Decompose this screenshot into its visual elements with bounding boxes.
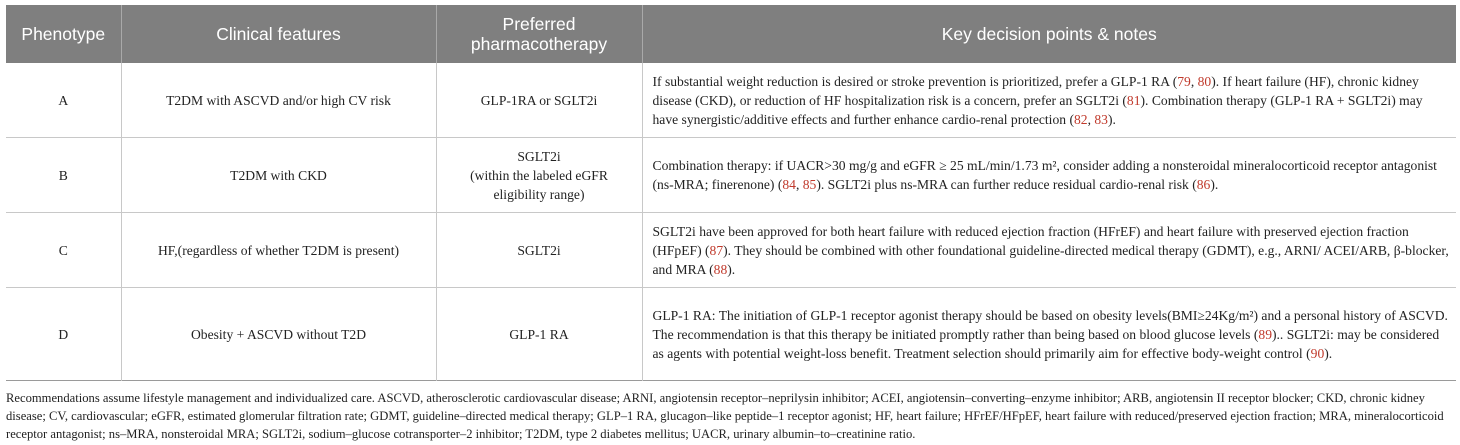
notes-text: ). — [1210, 177, 1219, 192]
reference-link[interactable]: 82 — [1073, 111, 1088, 127]
notes-text: , — [1087, 111, 1095, 127]
cell-notes — [642, 63, 1456, 138]
notes-text: ). — [1107, 111, 1116, 127]
cell-clinical-features: Obesity + ASCVD without T2D — [121, 288, 436, 381]
header-key-decision-points: Key decision points & notes — [642, 5, 1456, 63]
cell-phenotype: C — [6, 213, 121, 288]
cell-phenotype: B — [6, 138, 121, 213]
reference-link[interactable]: 81 — [1126, 92, 1141, 108]
reference-link[interactable]: 84 — [782, 177, 796, 192]
cell-clinical-features: HF,(regardless of whether T2DM is present) — [121, 213, 436, 288]
reference-link[interactable]: 80 — [1197, 73, 1212, 89]
notes-text: ). If heart failure (HF), chronic kidney disease (CKD), or reduction of HF hospitalization risk is a concern, prefer an SGLT2i ( — [652, 73, 1419, 108]
notes-text: ). Combination therapy (GLP-1 RA + SGLT2i) may have synergistic/additive effects and further enhance cardio-renal protection ( — [652, 92, 1423, 127]
notes-text: , — [795, 177, 803, 192]
reference-link[interactable]: 86 — [1196, 177, 1211, 192]
cell-notes — [642, 288, 1456, 381]
notes-text: GLP-1 RA: The initiation of GLP-1 receptor agonist therapy should be based on obesity levels(BMI≥24Kg/m²) and a personal history of ASCVD. The recommendation is that this therapy be initiated promptly rather than being based on blood glucose levels ( — [652, 307, 1448, 342]
cell-phenotype: D — [6, 288, 121, 381]
reference-link[interactable]: 83 — [1094, 111, 1108, 127]
table-row — [6, 288, 1456, 381]
notes-text: If substantial weight reduction is desired or stroke prevention is prioritized, prefer a GLP-1 RA ( — [652, 73, 1178, 89]
table-row — [6, 138, 1456, 213]
table-container — [6, 5, 1456, 381]
notes-text: SGLT2i have been approved for both heart failure with reduced ejection fraction (HFrEF) and heart failure with preserved ejection fraction (HFpEF) ( — [652, 223, 1409, 258]
table-header-row — [6, 5, 1456, 63]
cell-clinical-features: T2DM with CKD — [121, 138, 436, 213]
cell-notes — [642, 138, 1456, 213]
cell-clinical-features: T2DM with ASCVD and/or high CV risk — [121, 63, 436, 138]
notes-text: ).. SGLT2i: may be considered as agents with potential weight-loss benefit. Treatment selection should primarily aim for effective body-weight control ( — [652, 326, 1440, 361]
notes-text: ). SGLT2i plus ns-MRA can further reduce residual cardio-renal risk ( — [816, 177, 1197, 192]
reference-link[interactable]: 79 — [1177, 73, 1191, 89]
cell-pharmacotherapy: SGLT2i (within the labeled eGFR eligibility range) — [436, 138, 642, 213]
reference-link[interactable]: 90 — [1310, 345, 1325, 361]
phenotype-therapy-table — [6, 5, 1456, 381]
cell-notes — [642, 213, 1456, 288]
cell-pharmacotherapy: GLP-1 RA — [436, 288, 642, 381]
cell-pharmacotherapy: GLP-1RA or SGLT2i — [436, 63, 642, 138]
notes-text: ). They should be combined with other foundational guideline-directed medical therapy (GDMT), e.g., ARNI/ ACEI/ARB, β-blocker, and MRA ( — [652, 242, 1449, 277]
notes-text: , — [1190, 73, 1198, 89]
reference-link[interactable]: 87 — [709, 242, 724, 258]
notes-text: Combination therapy: if UACR>30 mg/g and eGFR ≥ 25 mL/min/1.73 m², consider adding a nonsteroidal mineralocorticoid receptor antagonist (ns-MRA; finerenone) ( — [652, 158, 1437, 192]
header-preferred-pharmacotherapy — [436, 5, 642, 63]
table-footnote: Recommendations assume lifestyle management and individualized care. ASCVD, atherosclerotic cardiovascular disease; ARNI, angiotensin receptor–neprilysin inhibitor; ACEI, angiotensin–converting–enzyme inhibitor; ARB, angiotensin II receptor blocker; CKD, chronic kidney disease; CV, cardiovascular; eGFR, estimated glomerular filtration rate; GDMT, guideline–directed medical therapy; GLP–1 RA, glucagon–like peptide–1 receptor agonist; HF, heart failure; HFrEF/HFpEF, heart failure with reduced/preserved ejection fraction; MRA, mineralocorticoid receptor antagonist; ns–MRA, nonsteroidal MRA; SGLT2i, sodium–glucose cotransporter–2 inhibitor; T2DM, type 2 diabetes mellitus; UACR, urinary albumin–to–creatinine ratio. — [6, 391, 1444, 441]
cell-phenotype: A — [58, 92, 69, 108]
notes-text: ). — [1324, 345, 1333, 361]
reference-link[interactable]: 85 — [802, 177, 817, 192]
header-clinical-features: Clinical features — [121, 5, 436, 63]
table-row — [6, 63, 1456, 138]
header-phenotype: Phenotype — [6, 5, 121, 63]
notes-text: ). — [727, 261, 736, 277]
cell-pharmacotherapy: SGLT2i — [436, 213, 642, 288]
table-row — [6, 213, 1456, 288]
header-preferred-pharmacotherapy-label: Preferred pharmacotherapy — [470, 14, 608, 54]
reference-link[interactable]: 88 — [713, 261, 728, 277]
reference-link[interactable]: 89 — [1258, 326, 1272, 342]
